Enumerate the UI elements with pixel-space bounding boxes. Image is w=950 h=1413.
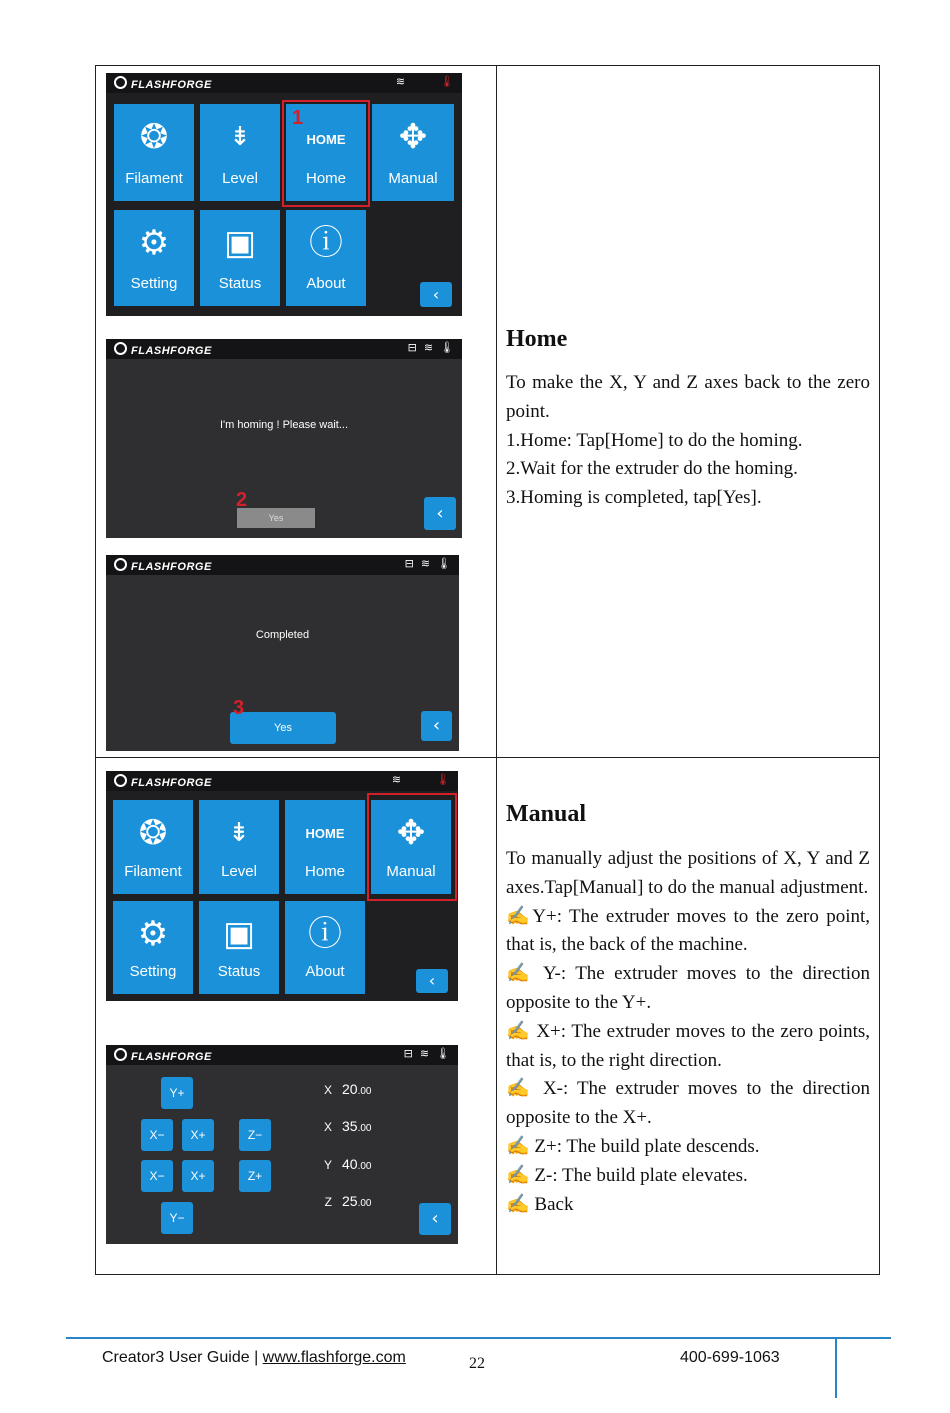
coord-value: 20 bbox=[342, 1081, 358, 1097]
move-icon: ✥ bbox=[398, 117, 428, 157]
manual-bullet-7: ✍ Back bbox=[506, 1193, 574, 1215]
status-icon: ▣ bbox=[223, 223, 257, 263]
usb-icon: ⊟ bbox=[403, 1047, 413, 1060]
manual-bullet-3: ✍ X+: The extruder moves to the zero points, that is, to the right direction. bbox=[506, 1020, 870, 1071]
footer-guide bbox=[102, 1349, 406, 1367]
coord-axis: Y bbox=[323, 1158, 332, 1172]
yes-button[interactable]: Yes bbox=[230, 712, 336, 744]
z-plus-button[interactable]: Z+ bbox=[239, 1160, 271, 1192]
page-number: 22 bbox=[469, 1355, 485, 1372]
homing-screen bbox=[106, 339, 462, 538]
tile-label: Level bbox=[222, 170, 258, 187]
tile-label: Filament bbox=[124, 863, 182, 880]
menu-screen-home bbox=[106, 73, 462, 316]
coord-decimal: .00 bbox=[357, 1198, 372, 1209]
back-button[interactable]: ‹ bbox=[424, 497, 456, 530]
tile-label: Status bbox=[217, 963, 261, 980]
x-minus-button[interactable]: X− bbox=[141, 1160, 173, 1192]
tile-label: Manual bbox=[386, 863, 436, 880]
coord-decimal: .00 bbox=[357, 1123, 372, 1134]
filament-icon: ❂ bbox=[138, 813, 168, 853]
home-icon: HOME bbox=[306, 132, 346, 147]
coord-decimal: .00 bbox=[357, 1086, 372, 1097]
coord-axis: X bbox=[323, 1083, 332, 1097]
status-bar bbox=[106, 73, 462, 93]
footer-guide-title: Creator3 User Guide | bbox=[102, 1349, 263, 1366]
home-icon: HOME bbox=[305, 826, 345, 841]
wifi-icon: ≋ bbox=[419, 1047, 430, 1060]
brand-logo bbox=[114, 558, 212, 573]
tile-about[interactable] bbox=[285, 901, 365, 994]
z-minus-button[interactable]: Z− bbox=[239, 1119, 271, 1151]
brand-text: FLASHFORGE bbox=[131, 1051, 212, 1063]
manual-control-screen bbox=[106, 1045, 458, 1244]
coord-row-4 bbox=[306, 1193, 371, 1209]
tile-setting[interactable] bbox=[114, 210, 194, 306]
back-button[interactable]: ‹ bbox=[420, 282, 452, 307]
brand-text: FLASHFORGE bbox=[131, 561, 212, 573]
status-bar bbox=[106, 1045, 458, 1065]
status-icon: ▣ bbox=[222, 914, 256, 954]
info-icon: ⓘ bbox=[308, 914, 342, 954]
table-border-left bbox=[95, 65, 96, 1275]
completed-screen bbox=[106, 555, 459, 751]
tile-label: Home bbox=[305, 170, 346, 187]
filament-icon: ❂ bbox=[139, 117, 169, 157]
tile-label: About bbox=[305, 963, 345, 980]
status-bar bbox=[106, 771, 458, 791]
homing-message: I'm homing ! Please wait... bbox=[219, 419, 349, 431]
tile-level[interactable] bbox=[199, 800, 279, 894]
manual-intro: To manually adjust the positions of X, Y and Z axes.Tap[Manual] to do the manual adjustment. bbox=[506, 848, 870, 898]
back-button[interactable]: ‹ bbox=[419, 1203, 451, 1235]
manual-description bbox=[506, 845, 870, 1219]
coord-row-1 bbox=[306, 1081, 371, 1097]
tile-level[interactable] bbox=[200, 104, 280, 201]
home-line-1: To make the X, Y and Z axes back to the zero point. bbox=[506, 372, 870, 422]
coord-row-2 bbox=[306, 1118, 371, 1134]
manual-bullet-2: ✍ Y-: The extruder moves to the direction opposite to the Y+. bbox=[506, 963, 870, 1013]
tile-home[interactable] bbox=[285, 800, 365, 894]
table-border-bottom bbox=[95, 1274, 880, 1275]
info-icon: ⓘ bbox=[309, 223, 343, 263]
tile-about[interactable] bbox=[286, 210, 366, 306]
brand-text: FLASHFORGE bbox=[131, 79, 212, 91]
tile-manual[interactable] bbox=[372, 104, 454, 201]
tile-label: Setting bbox=[129, 963, 177, 980]
status-bar bbox=[106, 555, 459, 575]
table-border-right bbox=[879, 65, 880, 1275]
tile-label: Filament bbox=[125, 170, 183, 187]
completed-message: Completed bbox=[255, 629, 310, 641]
back-button[interactable]: ‹ bbox=[421, 711, 452, 741]
tile-label: Level bbox=[221, 863, 257, 880]
tile-filament[interactable] bbox=[113, 800, 193, 894]
level-icon: ⇟ bbox=[228, 818, 250, 848]
thermometer-icon: 🌡 bbox=[436, 1047, 450, 1060]
wifi-icon: ≋ bbox=[423, 341, 434, 354]
wifi-icon: ≋ bbox=[391, 773, 402, 786]
level-icon: ⇟ bbox=[229, 122, 251, 152]
coord-value: 40 bbox=[342, 1156, 358, 1172]
wifi-icon: ≋ bbox=[420, 557, 431, 570]
home-line-2: 1.Home: Tap[Home] to do the homing. bbox=[506, 429, 803, 451]
brand-text: FLASHFORGE bbox=[131, 345, 212, 357]
brand-logo bbox=[114, 774, 212, 789]
back-button[interactable]: ‹ bbox=[416, 969, 448, 993]
x-plus-button[interactable]: X+ bbox=[182, 1160, 214, 1192]
footer-rule bbox=[66, 1337, 891, 1339]
coord-decimal: .00 bbox=[357, 1161, 372, 1172]
thermometer-icon: 🌡 bbox=[436, 773, 450, 786]
table-border-middle bbox=[95, 757, 880, 758]
home-line-3: 2.Wait for the extruder do the homing. bbox=[506, 458, 798, 480]
tile-label: Setting bbox=[130, 275, 178, 292]
move-icon: ✥ bbox=[396, 813, 426, 853]
tile-label: Home bbox=[304, 863, 345, 880]
footer-rule-vertical bbox=[835, 1337, 837, 1398]
step-marker-2: 2 bbox=[236, 489, 248, 511]
tile-status[interactable] bbox=[200, 210, 280, 306]
coord-value: 35 bbox=[342, 1118, 358, 1134]
thermometer-icon: 🌡 bbox=[440, 341, 454, 354]
highlight-manual bbox=[367, 793, 457, 901]
gear-icon: ⚙ bbox=[138, 223, 170, 263]
table-border-center bbox=[496, 65, 497, 1275]
tile-label: Manual bbox=[388, 170, 438, 187]
x-plus-button-fine[interactable]: X+ bbox=[182, 1119, 214, 1151]
coord-row-3 bbox=[306, 1156, 371, 1172]
tile-filament[interactable] bbox=[114, 104, 194, 201]
footer-url-link[interactable]: www.flashforge.com bbox=[262, 1349, 406, 1366]
coord-axis: Z bbox=[324, 1195, 332, 1209]
tile-label: Status bbox=[218, 275, 262, 292]
home-heading: Home bbox=[506, 326, 568, 352]
tile-status[interactable] bbox=[199, 901, 279, 994]
step-marker-3: 3 bbox=[233, 697, 245, 719]
thermometer-icon: 🌡 bbox=[437, 557, 451, 570]
step-marker-1: 1 bbox=[292, 107, 304, 129]
gear-icon: ⚙ bbox=[137, 914, 169, 954]
yes-button-disabled[interactable]: Yes bbox=[237, 508, 315, 528]
home-description bbox=[506, 369, 870, 513]
status-bar bbox=[106, 339, 462, 359]
tile-label: About bbox=[306, 275, 346, 292]
brand-logo bbox=[114, 342, 212, 357]
tile-setting[interactable] bbox=[113, 901, 193, 994]
thermometer-icon: 🌡 bbox=[440, 75, 454, 88]
coord-value: 25 bbox=[342, 1193, 358, 1209]
manual-bullet-6: ✍ Z-: The build plate elevates. bbox=[506, 1164, 748, 1186]
table-border-top bbox=[95, 65, 880, 66]
x-minus-button-fine[interactable]: X− bbox=[141, 1119, 173, 1151]
menu-screen-manual bbox=[106, 771, 458, 1001]
wifi-icon: ≋ bbox=[395, 75, 406, 88]
usb-icon: ⊟ bbox=[404, 557, 414, 570]
brand-text: FLASHFORGE bbox=[131, 777, 212, 789]
brand-logo bbox=[114, 1048, 212, 1063]
manual-bullet-1: ✍Y+: The extruder moves to the zero point, that is, the back of the machine. bbox=[506, 905, 870, 956]
manual-heading: Manual bbox=[506, 801, 587, 827]
home-line-4: 3.Homing is completed, tap[Yes]. bbox=[506, 487, 762, 509]
coord-axis: X bbox=[323, 1120, 332, 1134]
usb-icon: ⊟ bbox=[407, 341, 417, 354]
manual-bullet-4: ✍ X-: The extruder moves to the direction opposite to the X+. bbox=[506, 1078, 870, 1129]
brand-logo bbox=[114, 76, 212, 91]
y-minus-button[interactable]: Y− bbox=[161, 1202, 193, 1234]
y-plus-button[interactable]: Y+ bbox=[161, 1077, 193, 1109]
footer-phone: 400-699-1063 bbox=[680, 1349, 780, 1366]
manual-bullet-5: ✍ Z+: The build plate descends. bbox=[506, 1135, 760, 1157]
